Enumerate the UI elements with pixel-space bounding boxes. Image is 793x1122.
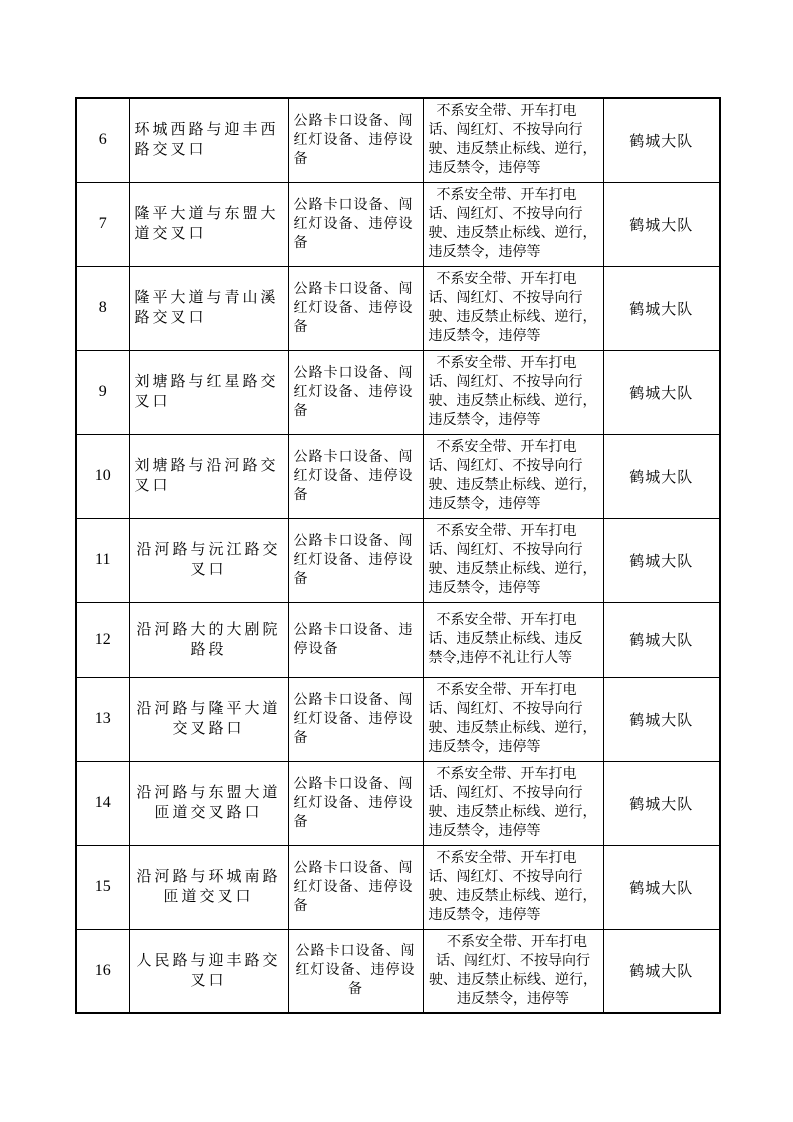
cell-equipment: 公路卡口设备、闯 红灯设备、违停设 备 (288, 518, 423, 602)
table-row (76, 434, 720, 518)
cell-location: 沿河路与东盟大道 匝道交叉路口 (129, 761, 288, 845)
cell-unit: 鹤城大队 (603, 434, 720, 518)
cell-serial-number: 10 (76, 434, 129, 518)
cell-unit: 鹤城大队 (603, 518, 720, 602)
cell-serial-number: 12 (76, 602, 129, 677)
cell-unit: 鹤城大队 (603, 677, 720, 761)
cell-equipment: 公路卡口设备、闯 红灯设备、违停设 备 (288, 350, 423, 434)
table-row (76, 761, 720, 845)
cell-equipment: 公路卡口设备、闯 红灯设备、违停设 备 (288, 266, 423, 350)
cell-unit: 鹤城大队 (603, 929, 720, 1013)
table-row (76, 266, 720, 350)
cell-serial-number: 11 (76, 518, 129, 602)
cell-violation-types: 不系安全带、开车打电 话、闯红灯、不按导向行 驶、违反禁止标线、逆行， 违反禁令，违停等 (423, 350, 603, 434)
cell-unit: 鹤城大队 (603, 761, 720, 845)
cell-equipment: 公路卡口设备、闯 红灯设备、违停设 备 (288, 845, 423, 929)
cell-location: 环城西路与迎丰西 路交叉口 (129, 98, 288, 182)
table-row (76, 677, 720, 761)
cell-unit: 鹤城大队 (603, 845, 720, 929)
cell-location: 沿河路与隆平大道 交叉路口 (129, 677, 288, 761)
cell-location: 沿河路与沅江路交 叉口 (129, 518, 288, 602)
traffic-monitoring-points-table (75, 97, 721, 1014)
cell-serial-number: 16 (76, 929, 129, 1013)
cell-violation-types: 不系安全带、开车打电 话、闯红灯、不按导向行 驶、违反禁止标线、逆行， 违反禁令，违停等 (423, 98, 603, 182)
cell-unit: 鹤城大队 (603, 350, 720, 434)
cell-violation-types: 不系安全带、开车打电 话、闯红灯、不按导向行 驶、违反禁止标线、逆行， 违反禁令，违停等 (423, 845, 603, 929)
cell-unit: 鹤城大队 (603, 266, 720, 350)
cell-equipment: 公路卡口设备、闯 红灯设备、违停设 备 (288, 182, 423, 266)
cell-location: 人民路与迎丰路交 叉口 (129, 929, 288, 1013)
cell-equipment: 公路卡口设备、闯 红灯设备、违停设 备 (288, 761, 423, 845)
cell-location: 隆平大道与东盟大 道交叉口 (129, 182, 288, 266)
cell-equipment: 公路卡口设备、闯 红灯设备、违停设 备 (288, 677, 423, 761)
cell-unit: 鹤城大队 (603, 182, 720, 266)
cell-serial-number: 9 (76, 350, 129, 434)
table-row (76, 929, 720, 1013)
cell-serial-number: 7 (76, 182, 129, 266)
cell-unit: 鹤城大队 (603, 98, 720, 182)
cell-location: 刘塘路与红星路交 叉口 (129, 350, 288, 434)
cell-serial-number: 15 (76, 845, 129, 929)
cell-serial-number: 14 (76, 761, 129, 845)
cell-location: 沿河路大的大剧院 路段 (129, 602, 288, 677)
cell-violation-types: 不系安全带、开车打电 话、闯红灯、不按导向行 驶、违反禁止标线、逆行， 违反禁令，违停等 (423, 761, 603, 845)
cell-serial-number: 13 (76, 677, 129, 761)
cell-location: 隆平大道与青山溪 路交叉口 (129, 266, 288, 350)
cell-violation-types: 不系安全带、开车打电 话、闯红灯、不按导向行 驶、违反禁止标线、逆行， 违反禁令，违停等 (423, 677, 603, 761)
cell-violation-types: 不系安全带、开车打电 话、违反禁止标线、违反 禁令,违停不礼让行人等 (423, 602, 603, 677)
table-row (76, 98, 720, 182)
table-body (76, 98, 720, 1013)
cell-equipment: 公路卡口设备、闯 红灯设备、违停设 备 (288, 434, 423, 518)
cell-equipment: 公路卡口设备、闯 红灯设备、违停设 备 (288, 98, 423, 182)
cell-equipment: 公路卡口设备、闯 红灯设备、违停设 备 (288, 929, 423, 1013)
table-row (76, 518, 720, 602)
cell-violation-types: 不系安全带、开车打电 话、闯红灯、不按导向行 驶、违反禁止标线、逆行， 违反禁令，违停等 (423, 434, 603, 518)
table-row (76, 182, 720, 266)
table-row (76, 350, 720, 434)
cell-location: 沿河路与环城南路 匝道交叉口 (129, 845, 288, 929)
table-row (76, 602, 720, 677)
cell-unit: 鹤城大队 (603, 602, 720, 677)
cell-violation-types: 不系安全带、开车打电 话、闯红灯、不按导向行 驶、违反禁止标线、逆行， 违反禁令，违停等 (423, 929, 603, 1013)
cell-violation-types: 不系安全带、开车打电 话、闯红灯、不按导向行 驶、违反禁止标线、逆行， 违反禁令，违停等 (423, 266, 603, 350)
cell-violation-types: 不系安全带、开车打电 话、闯红灯、不按导向行 驶、违反禁止标线、逆行， 违反禁令，违停等 (423, 518, 603, 602)
cell-serial-number: 8 (76, 266, 129, 350)
cell-serial-number: 6 (76, 98, 129, 182)
cell-equipment: 公路卡口设备、违 停设备 (288, 602, 423, 677)
cell-violation-types: 不系安全带、开车打电 话、闯红灯、不按导向行 驶、违反禁止标线、逆行， 违反禁令，违停等 (423, 182, 603, 266)
table-row (76, 845, 720, 929)
cell-location: 刘塘路与沿河路交 叉口 (129, 434, 288, 518)
